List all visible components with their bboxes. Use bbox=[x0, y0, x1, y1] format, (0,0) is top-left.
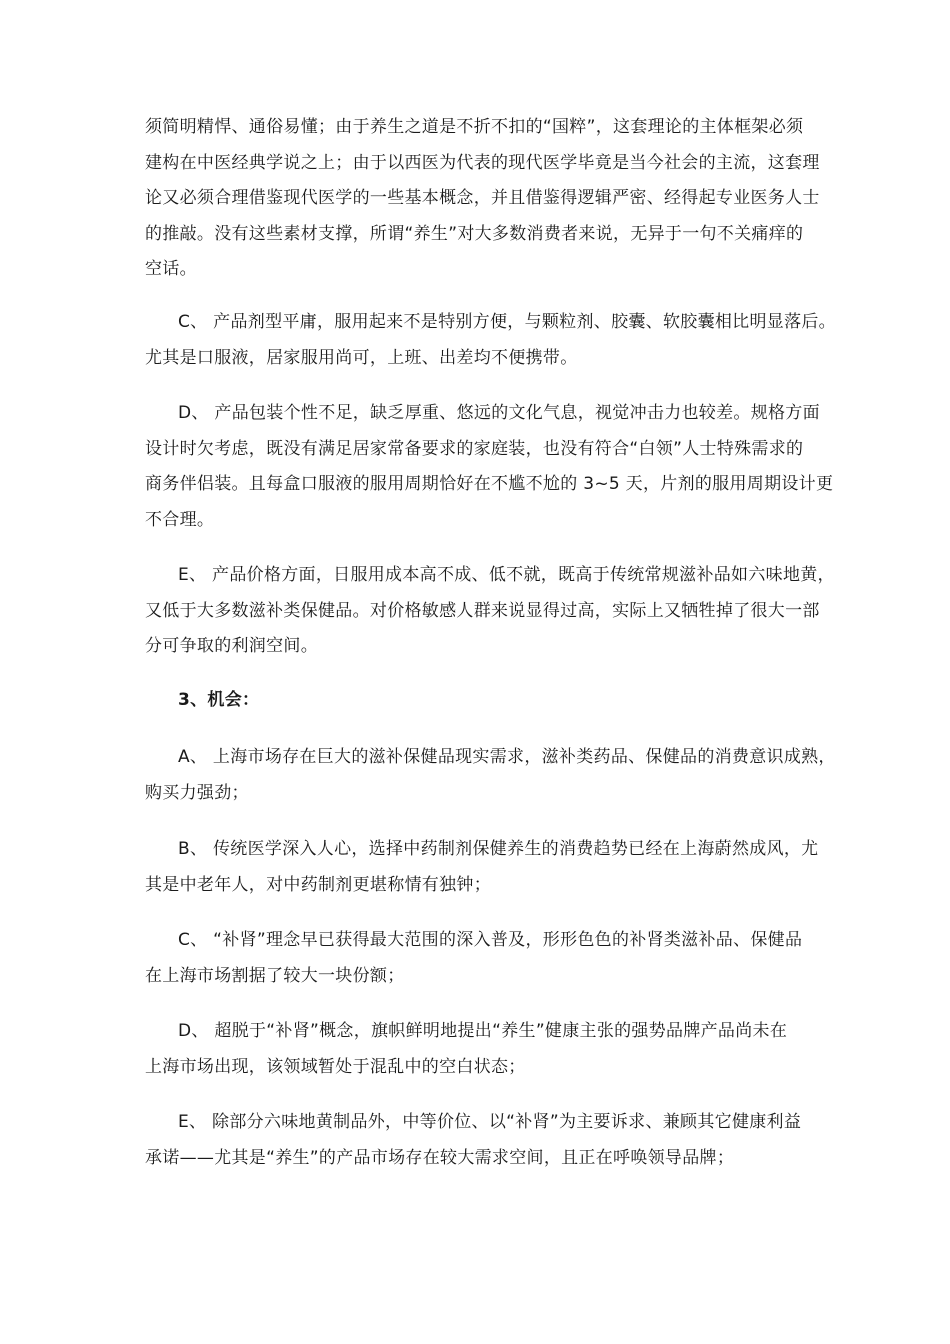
text-line: 承诺——尤其是“养生”的产品市场存在较大需求空间，且正在呼唤领导品牌； bbox=[145, 1147, 735, 1168]
opportunities-heading bbox=[145, 683, 810, 719]
weakness-d-paragraph bbox=[145, 396, 834, 538]
text-line: 分可争取的利润空间。 bbox=[145, 636, 318, 656]
text-line: 论又必须合理借鉴现代医学的一些基本概念，并且借鉴得逻辑严密、经得起专业医务人士 bbox=[145, 188, 820, 208]
text-line: A、 上海市场存在巨大的滋补保健品现实需求，滋补类药品、保健品的消费意识成熟， bbox=[178, 747, 836, 767]
opportunity-e-paragraph bbox=[145, 1105, 810, 1176]
text-line: 尤其是口服液，居家服用尚可，上班、出差均不便携带。 bbox=[145, 347, 578, 368]
opportunity-c-paragraph bbox=[145, 923, 810, 994]
intro-paragraph bbox=[145, 110, 820, 288]
text-line: 不合理。 bbox=[145, 509, 215, 530]
text-line: 上海市场出现，该领域暂处于混乱中的空白状态； bbox=[145, 1056, 526, 1077]
text-line: 的推敲。没有这些素材支撑，所谓“养生”对大多数消费者来说，无异于一句不关痛痒的 bbox=[145, 223, 804, 244]
opportunity-b-paragraph bbox=[145, 832, 819, 903]
section-heading: 3、机会： bbox=[178, 690, 260, 710]
text-line: D、 超脱于“补肾”概念，旗帜鲜明地提出“养生”健康主张的强势品牌产品尚未在 bbox=[178, 1021, 788, 1041]
text-line: 建构在中医经典学说之上；由于以西医为代表的现代医学毕竟是当今社会的主流，这套理 bbox=[145, 152, 820, 173]
opportunity-d-paragraph bbox=[145, 1014, 810, 1085]
text-line: E、 产品价格方面，日服用成本高不成、低不就，既高于传统常规滋补品如六味地黄， bbox=[178, 565, 835, 585]
text-line: 购买力强劲； bbox=[145, 782, 249, 803]
text-line: 空话。 bbox=[145, 259, 197, 279]
text-line: 须简明精悍、通俗易懂；由于养生之道是不折不扣的“国粹”，这套理论的主体框架必须 bbox=[145, 117, 804, 137]
text-line: D、 产品包装个性不足，缺乏厚重、悠远的文化气息，视觉冲击力也较差。规格方面 bbox=[178, 403, 820, 423]
text-line: 在上海市场割据了较大一块份额； bbox=[145, 965, 405, 986]
text-line: C、 “补肾”理念早已获得最大范围的深入普及，形形色色的补肾类滋补品、保健品 bbox=[178, 930, 803, 950]
opportunity-a-paragraph bbox=[145, 740, 836, 811]
weakness-e-paragraph bbox=[145, 558, 835, 665]
weakness-c-paragraph bbox=[145, 305, 836, 376]
text-line: 商务伴侣装。且每盒口服液的服用周期恰好在不尴不尬的 3~5 天，片剂的服用周期设计更 bbox=[145, 474, 834, 494]
text-line: 其是中老年人，对中药制剂更堪称情有独钟； bbox=[145, 874, 491, 895]
text-line: 又低于大多数滋补类保健品。对价格敏感人群来说显得过高，实际上又牺牲掉了很大一部 bbox=[145, 600, 820, 621]
text-line: B、 传统医学深入人心，选择中药制剂保健养生的消费趋势已经在上海蔚然成风，尤 bbox=[178, 839, 819, 859]
text-line: E、 除部分六味地黄制品外，中等价位、以“补肾”为主要诉求、兼顾其它健康利益 bbox=[178, 1112, 802, 1132]
text-line: 设计时欠考虑，既没有满足居家常备要求的家庭装，也没有符合“白领”人士特殊需求的 bbox=[145, 438, 804, 459]
text-line: C、 产品剂型平庸，服用起来不是特别方便，与颗粒剂、胶囊、软胶囊相比明显落后。 bbox=[178, 312, 836, 332]
